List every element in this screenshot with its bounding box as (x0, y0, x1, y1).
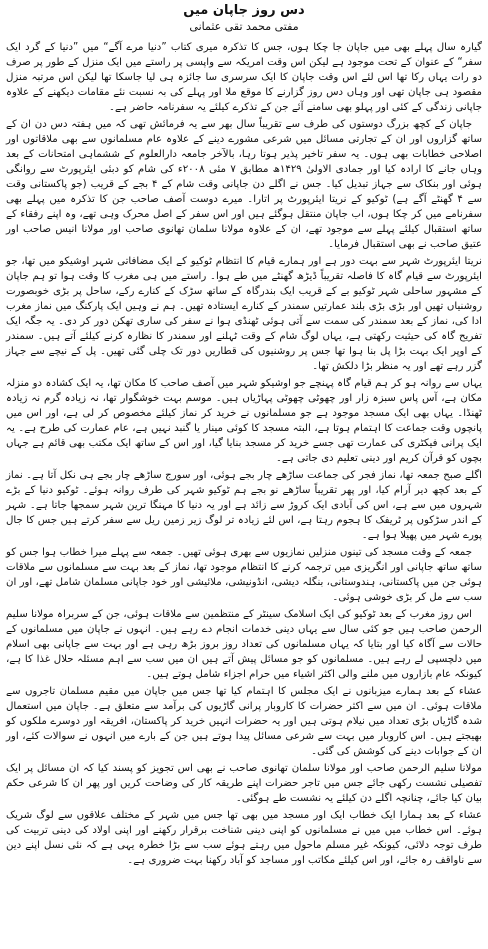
article-paragraph: عشاء کے بعد ہمارا ایک خطاب ایک اور مسجد میں بھی تھا جس میں شہر کے مختلف علاقوں سے لوگ شریک ہوئے۔ اس خطاب میں میں نے مسلمانوں کو اپنی دینی شناخت برقرار رکھنے اور اپنی اولاد کی دینی تربیت کی طرف توجہ دلائی، کیونکہ غیر مسلم ماحول میں رہتے ہوئے سب سے بڑا خطرہ یہی ہے کہ نئی نسل اپنے دین سے ناواقف رہ جائے، اور اس کیلئے مکاتب اور مساجد کو آباد رکھنا بہت ضروری ہے۔ (6, 810, 482, 866)
article-paragraph: گیارہ سال پہلے بھی میں جاپان جا چکا ہوں، جس کا تذکرہ میری کتاب ”دنیا مرے آگے“ میں ”دنیا کے گرد ایک سفر“ کے عنوان کے تحت موجود ہے لیکن اس وقت امریکہ سے واپسی پر راستے میں ایک منزل کے طور پر صرف دو رات یہاں رکا تھا اس لئے اس وقت جاپان کا ایک سرسری سا جائزہ ہی لیا جاسکا تھا لیکن اس مرتبہ منزل مقصود ہی جاپان تھی اور وہاں دس روز گزارنے کا موقع ملا اور پہلے کی بہ نسبت نئے مقامات دیکھنے کے علاوہ جاپانی زندگی کے کئی اور پہلو بھی سامنے آئے جن کے تذکرے کیلئے یہ سفرنامہ حاضر ہے۔ (6, 42, 482, 113)
article-paragraph: عشاء کے بعد ہمارے میزبانوں نے ایک مجلس کا اہتمام کیا تھا جس میں جاپان میں مقیم مسلمان تاجروں سے ملاقات ہوئی۔ ان میں سے اکثر حضرات کا کاروبار پرانی گاڑیوں کی برآمد سے متعلق ہے۔ جاپان میں استعمال شدہ گاڑیاں بڑی تعداد میں نیلام ہوتی ہیں اور یہ حضرات انہیں خرید کر پاکستان، افریقہ اور دوسرے ملکوں کو بھیجتے ہیں۔ اس کاروبار میں بہت سے شرعی مسائل پیدا ہوتے ہیں جن کے بارے میں انہوں نے سوالات کئے، اور ان کے جوابات دینے کی کوشش کی گئی۔ (6, 686, 482, 757)
article-paragraph: مولانا سلیم الرحمن صاحب اور مولانا سلمان تھانوی صاحب نے بھی اس تجویز کو پسند کیا کہ ان مسائل پر ایک تفصیلی نشست رکھی جائے جس میں تاجر حضرات اپنے طریقہ کار کی وضاحت کریں اور پھر ان کا شرعی حکم بیان کیا جائے، چنانچہ اگلے دن کیلئے یہ نشست طے ہوگئی۔ (6, 763, 482, 804)
article-author: مفتی محمد تقی عثمانی (189, 20, 299, 33)
article-paragraph: اس روز مغرب کے بعد ٹوکیو کی ایک اسلامک سینٹر کے منتظمین سے ملاقات ہوئی، جن کے سربراہ مولانا سلیم الرحمن صاحب ہیں جو کئی سال سے یہاں دینی خدمات انجام دے رہے ہیں۔ انہوں نے جاپان میں مسلمانوں کے حالات سے آگاہ کیا اور بتایا کہ یہاں مسلمانوں کی تعداد روز بروز بڑھ رہی ہے اور بہت سے جاپانی بھی اسلام میں دلچسپی لے رہے ہیں۔ مسلمانوں کو جو مسائل پیش آتے ہیں ان میں سب سے اہم مسئلہ حلال غذا کا ہے، کیونکہ عام بازاروں میں ملنے والی اکثر اشیاء میں حرام اجزاء شامل ہوتے ہیں۔ (6, 609, 482, 680)
article-title: دس روز جاپان میں (183, 3, 305, 18)
article-paragraph: اگلے صبح جمعہ تھا، نماز فجر کی جماعت ساڑھے چار بجے ہوئی، اور سورج ساڑھے چار بجے ہی نکل آتا ہے۔ نماز کے بعد کچھ دیر آرام کیا، اور پھر تقریباً ساڑھے نو بجے ہم ٹوکیو شہر کی طرف روانہ ہوئے۔ ٹوکیو دنیا کے بڑے شہروں میں سے ہے، اس کی آبادی ایک کروڑ سے زائد ہے اور یہ دنیا کا مہنگا ترین شہر سمجھا جاتا ہے۔ شہر کے اندر سڑکوں پر ٹریفک کا ہجوم رہتا ہے، اس لئے زیادہ تر لوگ زیر زمین ریل سے سفر کرتے ہیں جس کا جال پورے شہر میں پھیلا ہوا ہے۔ (6, 470, 482, 541)
article-paragraph: نریتا ایئرپورٹ شہر سے بہت دور ہے اور ہمارے قیام کا انتظام ٹوکیو کے ایک مضافاتی شہر اوشیکو میں تھا، جو ایئرپورٹ سے قیام گاہ کا فاصلہ تقریباً ڈیڑھ گھنٹے میں طے ہوا۔ راستے میں ہی مغرب کا وقت ہوا تو ہم جاپان کے مشہور ساحلی شہر ٹوکیو بے کے قریب ایک بندرگاہ کے ساتھ سڑک کے کنارے رکے، ساحل پر بڑی خوبصورت روشنیاں تھیں اور بڑی بڑی بلند عمارتیں سمندر کے کنارے ایستادہ تھیں۔ ہم نے وہیں ایک پارکنگ میں نماز مغرب ادا کی، نماز کے بعد سمندر کی سمت سے آتی ہوئی ٹھنڈی ہوا نے سفر کی ساری تھکن دور کر دی۔ یہ جگہ ایک تفریح گاہ کی حیثیت رکھتی ہے، یہاں لوگ شام کے وقت ٹہلنے اور سمندر کا نظارہ کرنے کیلئے آتے ہیں۔ سمندر کے اوپر ایک بہت بڑا پل بنا ہوا تھا جس پر روشنیوں کی قطاریں دور تک چلی گئی تھیں۔ پل کے نیچے سے جہاز گزر رہے تھے اور یہ منظر بڑا دلکش تھا۔ (6, 256, 482, 372)
article-paragraph: جمعہ کے وقت مسجد کی تینوں منزلیں نمازیوں سے بھری ہوئی تھیں۔ جمعہ سے پہلے میرا خطاب ہوا جس کو ساتھ ساتھ جاپانی اور انگریزی میں ترجمہ کرنے کا انتظام موجود تھا، نماز کے بعد بہت سے مسلمانوں سے ملاقات ہوئی جن میں پاکستانی، ہندوستانی، بنگلہ دیشی، انڈونیشی، ملائیشی اور خود جاپانی مسلمان شامل تھے، اور ان سب سے مل کر بڑی خوشی ہوئی۔ (6, 547, 482, 603)
article-body (6, 40, 482, 868)
article-paragraph: یہاں سے روانہ ہو کر ہم قیام گاہ پہنچے جو اوشیکو شہر میں آصف صاحب کا مکان تھا، یہ ایک کشادہ دو منزلہ مکان ہے، آس پاس سبزہ زار اور چھوٹی چھوٹی پہاڑیاں ہیں۔ موسم بہت خوشگوار تھا، نہ زیادہ گرم نہ زیادہ ٹھنڈا۔ یہاں بھی ایک مسجد موجود ہے جو مسلمانوں نے خرید کر نماز کیلئے مخصوص کر لی ہے، اور اس میں پانچوں وقت جماعت کا اہتمام ہوتا ہے، البتہ مسجد کا کوئی مینار یا گنبد نہیں ہے، عام عمارت کی طرح ہے۔ یہ ایک پرانی فیکٹری کی عمارت تھی جسے خرید کر مسجد بنایا گیا، اور اس کے ساتھ ایک مکتب بھی قائم ہے جہاں بچوں کو قرآن کریم اور دینی تعلیم دی جاتی ہے۔ (6, 378, 482, 464)
article-paragraph: جاپان کے کچھ بزرگ دوستوں کی طرف سے تقریباً سال بھر سے یہ فرمائش تھی کہ میں ہفتہ دس دن ان کے ساتھ گزاروں اور ان کے تجارتی مسائل میں شرعی مشورے دینے کے علاوہ عام مسلمانوں سے بھی ملاقاتوں اور اصلاحی خطابات بھی ہوں۔ یہ سفر تاخیر پذیر ہوتا رہا، بالآخر جامعہ دارالعلوم کے ششماہی امتحانات کے بعد وہاں جانے کا ارادہ کیا اور جمادی الاولیٰ ۱۴۲۹ھ مطابق ۷ مئی ۲۰۰۸ء کی شام کو دبئی ایئرپورٹ سے روانگی ہوئی اور بنکاک سے جہاز تبدیل کیا۔ جس نے اگلے دن جاپانی وقت شام کے ۴ بجے کے قریب (جو پاکستانی وقت سے ۴ گھنٹے آگے ہے) ٹوکیو کے نریتا ایئرپورٹ پر اتارا۔ میرے دوست آصف صاحب جن کا تذکرہ میں پہلے بھی سفرنامے میں کر چکا ہوں، اب جاپان منتقل ہوگئے ہیں اور اس سفر کے اصل محرک وہی تھے، وہ اپنے رفقاء کے ساتھ استقبال کیلئے پہلے سے موجود تھے، ان کے علاوہ مولانا سلمان تھانوی صاحب اور مولانا انیس صاحب اور عتیق صاحب نے بھی استقبال فرمایا۔ (6, 119, 482, 250)
